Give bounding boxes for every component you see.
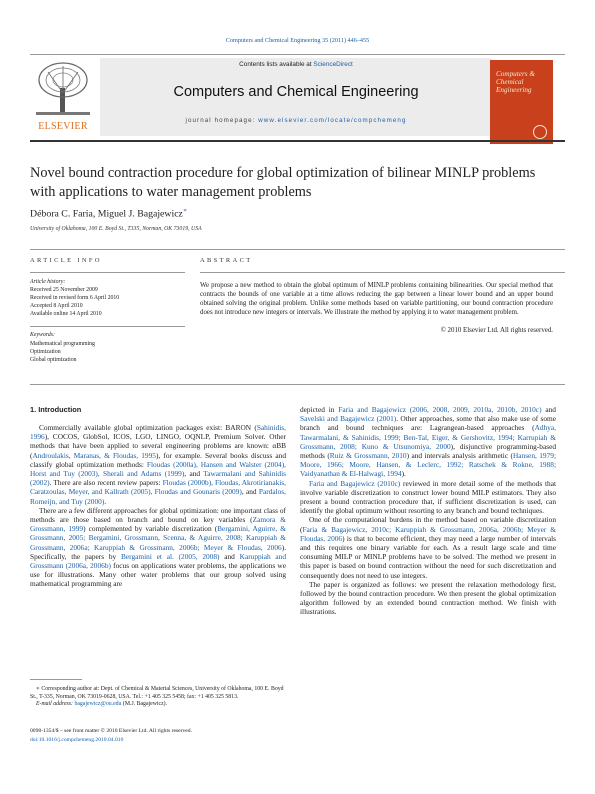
footnote-text: ∗ Corresponding author at: Dept. of Chemical & Material Sciences, University of Oklahoma, 100 E. Boyd St., T-335, Norman, OK 73019-0628, USA. Tel.: +1 405 325 5458; fax: +1 405 325 5813. <box>30 686 284 700</box>
paragraph <box>300 479 556 516</box>
text: Commercially available global optimization packages exist: BARON ( <box>39 423 257 432</box>
citation-link[interactable]: Faria and Bagajewicz (2006, 2008, 2009, 2010a, 2010b, 2010c) <box>338 405 542 414</box>
text: ). Specifically, the papers by <box>30 542 286 561</box>
text: focus on applications water problems, the applications we use for illustrations. Many other water problems that our group solved using mathematical programming are <box>30 561 286 589</box>
text: ), COCOS, GlobSol, ICOS, LGO, LINGO, OQNLP, Premium Solver. Other methods that have been applied to several engineering problems are known: αBB ( <box>30 432 286 460</box>
text: ) is that to become efficient, they may need a large number of intervals and this requires one binary variable for each. As a result large scale and time consuming MILP or MINLP problems have to be solved. The method we present in this paper is based on bound contraction without the need for such discretization and consequently does not need to use integers. <box>300 533 556 580</box>
journal-cover-thumbnail <box>490 60 553 144</box>
cover-title: Computers & Chemical Engineering <box>496 70 535 94</box>
citation-link[interactable]: Adhya, Tawarmalani, & Sahinidis, 1999; Ben-Tal, Eiger, & Gershovitz, 1994; Karrupiah & Grossmann, 2008; Kuno & Utsunomiya, 2000 <box>300 423 556 451</box>
homepage-link[interactable]: www.elsevier.com/locate/compchemeng <box>258 117 407 124</box>
article-info-rule <box>30 272 185 273</box>
article-history-label: Article history: <box>30 279 66 285</box>
text: and <box>219 551 240 561</box>
citation-link[interactable]: Karuppiah and Grossmann (2006a, 2006b) <box>30 551 287 571</box>
text: . <box>104 496 107 506</box>
citation-link[interactable]: Savelski and Bagajewicz (2001) <box>300 414 397 424</box>
header-rule-top <box>30 54 565 55</box>
abstract-heading: ABSTRACT <box>200 257 253 264</box>
doi-link[interactable]: doi:10.1016/j.compchemeng.2010.04.010 <box>30 737 124 743</box>
author-names: Débora C. Faria, Miguel J. Bagajewicz <box>30 208 183 220</box>
text: ), for example. Several books discuss and classify global optimization methods: <box>30 450 286 469</box>
citation-link[interactable]: Floudas (2000b), Floudas, Akrotirianakis, Caratzoulas, Meyer, and Kallrath (2005), Floudas and Gounaris (2009) <box>30 478 286 497</box>
citation-link[interactable]: Hansen, 1979; Moore, 1966; Moore, Hansen, & Leclerc, 1992; Ratschek & Rokne, 1988; Vaidyanathan & El-Halwagi, 1994 <box>300 451 556 479</box>
citation-link[interactable]: Faria and Bagajewicz (2010c) <box>309 478 401 488</box>
header-rule-bottom <box>30 140 565 142</box>
paper-title: Novel bound contraction procedure for global optimization of bilinear MINLP problems with applications to water management problems <box>30 165 536 200</box>
footnote-rule <box>30 679 82 680</box>
paragraph <box>30 506 286 589</box>
citation-link[interactable]: Faria & Bagajewicz, 2010c; Karuppiah & Grossmann, 2006a, 2006b; Meyer & Floudas, 2006 <box>300 524 556 543</box>
text: ) and intervals analysis arithmetic ( <box>406 451 513 461</box>
text: . Other approaches, some that also make use of some branch and bound techniques are: Lagrangean-based approaches ( <box>300 414 556 433</box>
abstract-bottom-rule <box>30 384 565 385</box>
citation-link[interactable]: Bergamini, Aguirre, & Grossmann, 2005; Bergamini, Grossmann, Scenna, & Aguirre, 2008; Karuppiah & Grossmann, 2006a; Karuppiah & Grossmann, 2006b; Meyer & Floudas, 2006 <box>30 524 287 552</box>
text: . There are also recent review papers: <box>49 478 163 488</box>
journal-masthead <box>100 58 492 136</box>
email-suffix: (M.J. Bagajewicz). <box>121 701 168 708</box>
paragraph <box>30 423 286 506</box>
abstract-text: We propose a new method to obtain the global optimum of MINLP problems containing bilinearities. Our special method that contracts the bounds of one variable at a time allows reducing the gap between a linear lower bound and an upper bound obtained solving the original problem. Unlike some methods based on variable partitioning, our bound contraction procedure does not introduce new integers or intervals. We illustrate the method by applying it to water management problem. <box>200 282 553 317</box>
history-accepted: Accepted 8 April 2010 <box>30 303 83 309</box>
homepage-prefix: journal homepage: <box>185 117 259 124</box>
citation-link[interactable]: Floudas (2000a), Hansen and Walster (2004), Horst and Tuy (2003), Sherali and Adams (1999) <box>30 459 286 479</box>
footnote <box>30 686 286 709</box>
history-received: Received 25 November 2009 <box>30 287 98 293</box>
text: , and <box>184 469 204 479</box>
text: depicted in <box>300 405 339 414</box>
citation-link[interactable]: Bergamini et al. (2005, 2008) <box>121 551 220 561</box>
sciencedirect-link[interactable]: ScienceDirect <box>313 61 353 68</box>
citation-link[interactable]: Androulakis, Maranas, & Floudas, 1995 <box>32 450 156 460</box>
keywords-rule <box>30 326 185 327</box>
journal-homepage <box>100 117 492 124</box>
citation-link[interactable]: Zamora & Grossmann, 1999 <box>30 515 287 534</box>
text: , and <box>241 487 259 497</box>
text: One of the computational burdens in the method based on variable discretization ( <box>300 515 556 534</box>
section-heading-introduction: 1. Introduction <box>30 405 82 414</box>
text: ) complemented by variable discretization ( <box>83 524 218 534</box>
authors <box>30 207 187 219</box>
journal-title: Computers and Chemical Engineering <box>173 84 419 100</box>
citation-link[interactable]: Pardalos, Romeijn, and Tuy (2000) <box>30 487 286 506</box>
contents-prefix: Contents lists available at <box>239 61 314 68</box>
text: ), disjunctive programming-based methods ( <box>300 441 556 461</box>
keyword-item: Optimization <box>30 349 61 355</box>
citation-link[interactable]: Tawarmalani and Sahinidis (2002) <box>30 469 286 488</box>
body-column-right <box>300 405 556 617</box>
journal-reference[interactable]: Computers and Chemical Engineering 35 (2011) 446–455 <box>225 37 370 44</box>
publisher-name: ELSEVIER <box>38 121 88 132</box>
footnote-email-line <box>30 701 286 709</box>
citation-link[interactable]: Ruiz & Grossmann, 2010 <box>329 451 407 461</box>
paragraph <box>300 515 556 579</box>
citation-link[interactable]: Sahinidis, 1996 <box>30 423 286 442</box>
paragraph <box>300 405 556 479</box>
publisher-logo <box>30 58 96 132</box>
affiliation: University of Oklahoma, 100 E. Boyd St., T335, Norman, OK 73019, USA <box>30 226 202 232</box>
history-revised: Received in revised form 6 April 2010 <box>30 295 120 301</box>
tree-icon <box>30 58 96 118</box>
text: ). <box>401 469 406 479</box>
keyword-item: Mathematical programming <box>30 341 95 347</box>
keywords-label: Keywords: <box>30 332 55 338</box>
abstract-rule <box>200 272 565 273</box>
text: and <box>541 405 556 414</box>
cover-logo-icon <box>533 125 547 139</box>
copyright: © 2010 Elsevier Ltd. All rights reserved. <box>440 327 553 334</box>
contents-line <box>100 61 492 68</box>
paragraph: The paper is organized as follows: we present the relaxation methodology first, followed by the bound contraction procedure. We then present the global optimization algorithm followed by an extended bound contraction method. We finish with illustrations. <box>300 579 556 617</box>
keyword-item: Global optimization <box>30 357 77 363</box>
email-link[interactable]: bagajewicz@ou.edu <box>74 701 122 708</box>
text: reviewed in more detail some of the methods that involve variable discretization to construct lower bound MILP estimators. They also present a bound contraction procedure that, if sufficient discretization is used, can identify the global optimum without resorting to any branch and bound techniques. <box>300 478 556 516</box>
history-online: Available online 14 April 2010 <box>30 311 102 317</box>
email-label: E-mail address: <box>36 701 75 708</box>
body-column-left <box>30 423 286 589</box>
article-info-heading: ARTICLE INFO <box>30 257 102 264</box>
title-rule <box>30 249 565 250</box>
corresponding-author-mark[interactable]: ∗ <box>182 208 187 214</box>
text: There are a few different approaches for global optimization: one important class of methods are those based on branch and bound on key variables ( <box>30 505 286 525</box>
issn-line: 0098-1354/$ – see front matter © 2010 Elsevier Ltd. All rights reserved. <box>30 728 192 734</box>
